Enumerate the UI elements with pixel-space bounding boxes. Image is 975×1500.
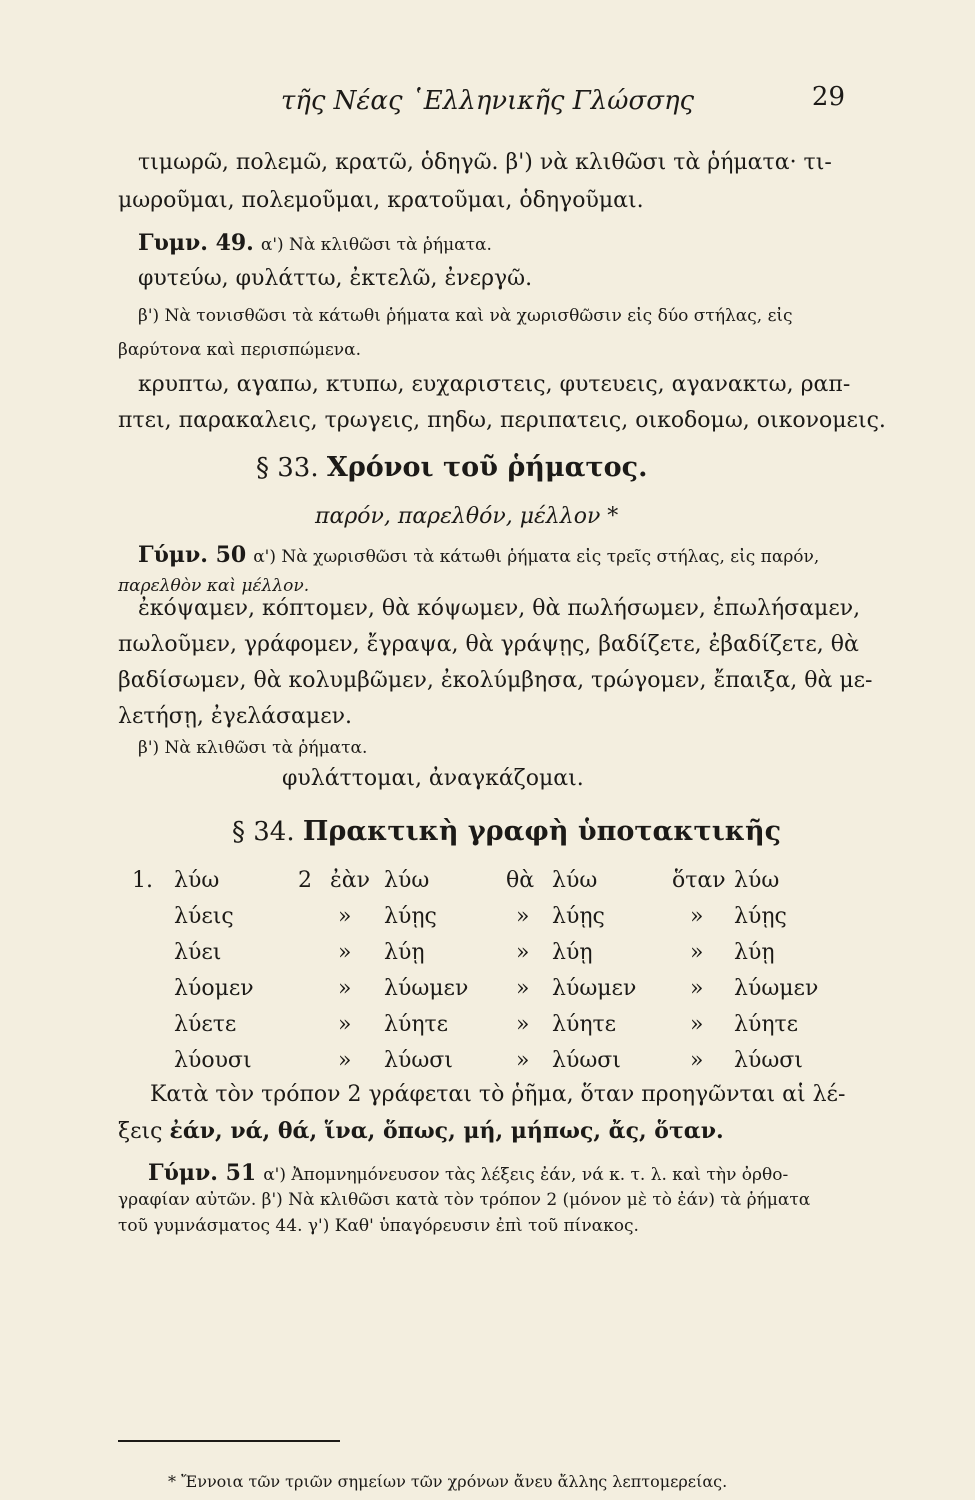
ditto-mark: » <box>690 940 704 965</box>
particle: ἐὰν <box>330 868 371 893</box>
ditto-mark: » <box>516 1012 530 1037</box>
text-line: βαρύτονα καὶ περισπώμενα. <box>118 340 362 360</box>
text-line: φυτεύω, φυλάττω, ἐκτελῶ, ἐνεργῶ. <box>138 266 533 291</box>
text-line: κρυπτω, αγαπω, κτυπω, ευχαριστεις, φυτευεις, αγανακτω, ραπ- <box>138 372 851 397</box>
section-number: § 33. <box>256 453 319 483</box>
text-line: βαδίσωμεν, θὰ κολυμβῶμεν, ἐκολύμβησα, τρώγομεν, ἔπαιξα, θὰ με- <box>118 668 873 693</box>
form-cell: λύω <box>552 868 598 893</box>
particle: θὰ <box>506 868 535 893</box>
ditto-mark: » <box>338 1012 352 1037</box>
page-number: 29 <box>811 82 845 112</box>
ditto-mark: » <box>690 976 704 1001</box>
text-line: φυλάττομαι, ἀναγκάζομαι. <box>282 766 584 791</box>
form-cell: λύω <box>734 868 780 893</box>
form-cell: λύεις <box>174 904 234 929</box>
section-title: Χρόνοι τοῦ ῥήματος. <box>326 452 648 483</box>
form-cell: λύει <box>174 940 222 965</box>
ditto-mark: » <box>338 904 352 929</box>
form-cell: λύητε <box>734 1012 799 1037</box>
text-line: τιμωρῶ, πολεμῶ, κρατῶ, ὁδηγῶ. β') νὰ κλιθῶσι τὰ ῥήματα· τι- <box>138 150 832 175</box>
footnote: * Ἔννοια τῶν τριῶν σημείων τῶν χρόνων ἄνευ ἄλλης λεπτομερείας. <box>168 1472 728 1491</box>
form-cell: λύω <box>384 868 430 893</box>
section-heading <box>232 816 781 847</box>
ditto-mark: » <box>516 1048 530 1073</box>
form-cell: λύωμεν <box>552 976 637 1001</box>
form-cell: λύωμεν <box>384 976 469 1001</box>
bold-particles: ἐάν, νά, θά, ἵνα, ὅπως, μή, μήπως, ἄς, ὅταν. <box>169 1118 724 1144</box>
text-line: λετήσῃ, ἐγελάσαμεν. <box>118 704 352 729</box>
exercise-text: α') Ἀπομνημόνευσον τὰς λέξεις ἐάν, νά κ. τ. λ. καὶ τὴν ὀρθο- <box>263 1165 789 1185</box>
ditto-mark: » <box>516 940 530 965</box>
text-line: τοῦ γυμνάσματος 44. γ') Καθ' ὑπαγόρευσιν ἐπὶ τοῦ πίνακος. <box>118 1216 639 1236</box>
ditto-mark: » <box>516 976 530 1001</box>
running-title: τῆς Νέας ῾Ελληνικῆς Γλώσσης <box>280 86 695 116</box>
ditto-mark: » <box>338 1048 352 1073</box>
ditto-mark: » <box>690 904 704 929</box>
text-line: ἐκόψαμεν, κόπτομεν, θὰ κόψωμεν, θὰ πωλήσωμεν, ἐπωλήσαμεν, <box>138 596 861 621</box>
form-cell: λύωσι <box>734 1048 803 1073</box>
text-fragment: ξεις <box>118 1119 163 1144</box>
text-line: γραφίαν αὐτῶν. β') Νὰ κλιθῶσι κατὰ τὸν τρόπον 2 (μόνον μὲ τὸ ἐάν) τὰ ῥήματα <box>118 1190 811 1210</box>
ditto-mark: » <box>516 904 530 929</box>
ditto-mark: » <box>338 940 352 965</box>
exercise-line <box>148 1160 788 1186</box>
form-cell: λύητε <box>552 1012 617 1037</box>
exercise-text: α') Νὰ κλιθῶσι τὰ ῥήματα. <box>260 235 492 255</box>
form-cell: λύωμεν <box>734 976 819 1001</box>
section-title: Πρακτικὴ γραφὴ ὑποτακτικῆς <box>302 816 782 847</box>
exercise-label: Γύμν. 50 <box>138 542 247 568</box>
form-cell: λύῃ <box>552 940 593 965</box>
form-cell: λύωσι <box>552 1048 621 1073</box>
text-line <box>118 1118 724 1144</box>
exercise-text: α') Νὰ χωρισθῶσι τὰ κάτωθι ῥήματα εἰς τρεῖς στήλας, εἰς παρόν, <box>253 547 820 567</box>
form-cell: λύῃς <box>552 904 605 929</box>
form-cell: λύω <box>174 868 220 893</box>
exercise-line <box>138 542 819 568</box>
form-cell: λύῃς <box>734 904 787 929</box>
text-line: παρελθὸν καὶ μέλλον. <box>118 576 310 596</box>
row-number: 1. <box>132 868 153 893</box>
text-line: β') Νὰ τονισθῶσι τὰ κάτωθι ῥήματα καὶ νὰ χωρισθῶσιν εἰς δύο στήλας, εἰς <box>138 306 793 326</box>
text-line: πωλοῦμεν, γράφομεν, ἔγραψα, θὰ γράψῃς, βαδίζετε, ἐβαδίζετε, θὰ <box>118 632 859 657</box>
form-cell: λύῃ <box>384 940 425 965</box>
form-cell: λύῃ <box>734 940 775 965</box>
particle: ὅταν <box>672 868 726 893</box>
section-subtitle: παρόν, παρελθόν, μέλλον * <box>315 504 619 529</box>
text-line: μωροῦμαι, πολεμοῦμαι, κρατοῦμαι, ὁδηγοῦμαι. <box>118 188 644 213</box>
text-line: Κατὰ τὸν τρόπον 2 γράφεται τὸ ῥῆμα, ὅταν προηγῶνται αἱ λέ- <box>150 1082 846 1107</box>
mood-number: 2 <box>298 868 312 893</box>
text-line: πτει, παρακαλεις, τρωγεις, πηδω, περιπατεις, οικοδομω, οικονομεις. <box>118 408 886 433</box>
ditto-mark: » <box>690 1012 704 1037</box>
form-cell: λύετε <box>174 1012 237 1037</box>
exercise-label: Γυμν. 49. <box>138 230 254 256</box>
exercise-line <box>138 230 492 256</box>
ditto-mark: » <box>690 1048 704 1073</box>
form-cell: λύουσι <box>174 1048 252 1073</box>
form-cell: λύῃς <box>384 904 437 929</box>
form-cell: λύητε <box>384 1012 449 1037</box>
section-heading <box>256 452 647 483</box>
exercise-label: Γύμν. 51 <box>148 1160 257 1186</box>
form-cell: λύομεν <box>174 976 254 1001</box>
section-number: § 34. <box>232 817 295 847</box>
ditto-mark: » <box>338 976 352 1001</box>
text-line: β') Νὰ κλιθῶσι τὰ ῥήματα. <box>138 738 368 758</box>
form-cell: λύωσι <box>384 1048 453 1073</box>
footnote-rule <box>118 1440 340 1442</box>
